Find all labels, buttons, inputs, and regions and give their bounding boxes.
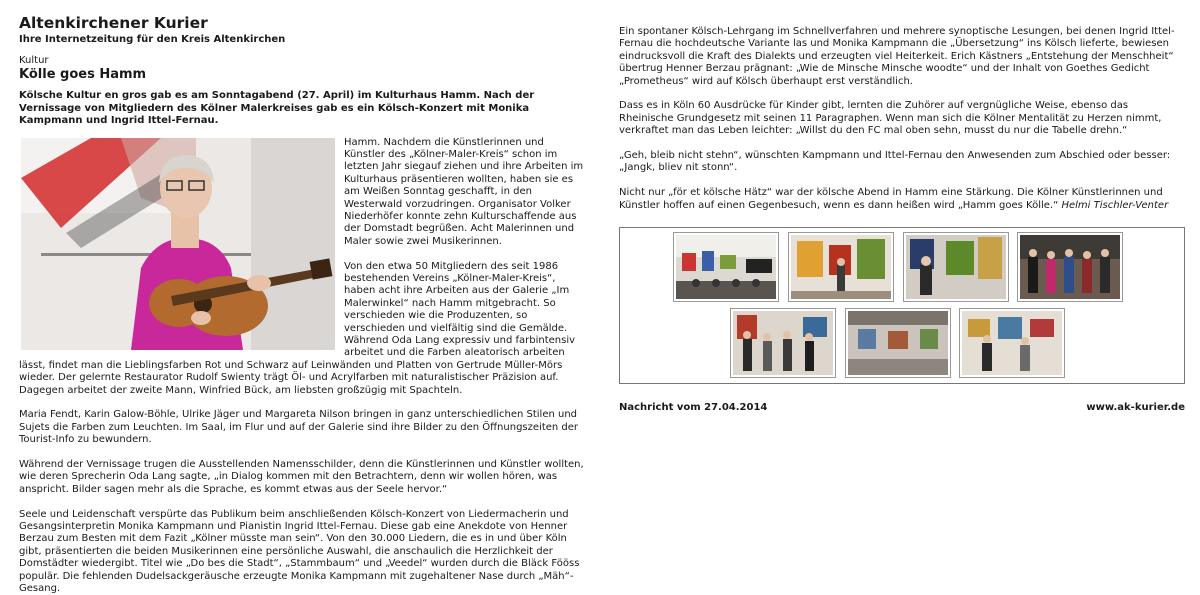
gallery-image	[676, 235, 776, 299]
article-paragraph: Seele und Leidenschaft verspürte das Publikum beim anschließenden Kölsch-Konzert von Liedermacherin und Gesangsinterpretin Monika Kampmann und Pianistin Ingrid Ittel-Fernau. Diese gab eine Anekdote von Henner Berzau zum Besten mit dem Fazit „Kölner müsste man sein“. Von den 30.000 Liedern, die es in und über Köln gibt, präsentierten die beiden Musikerinnen eine persönliche Auswahl, die anschaulich die Herzlichkeit der Domstädter wiedergibt. Titel wie „Do bes die Stadt“, „Stammbaum“ und „Veedel“ wurden durch die Bläck Fööss populär. Die fehlenden Dudelsackgeräusche erzeugte Monika Kampmann mit zugehaltener Nase durch „Mäh“-Gesang.	[19, 509, 585, 595]
closing-paragraph-text: Nicht nur „för et kölsche Hätz“ war der kölsche Abend in Hamm eine Stärkung. Die Kölner Künstlerinnen und Künstler hoffen auf einen Gegenbesuch, wenn es dann heißen wird „Hamm goes Kölle.“	[619, 187, 1163, 210]
guitarist-photo-image	[21, 138, 335, 350]
article-paragraph: Maria Fendt, Karin Galow-Böhle, Ulrike Jäger und Margareta Nilson bringen in ganz unterschiedlichen Stilen und Sujets die Farben zum Leuchten. Im Saal, im Flur und auf der Galerie sind ihre Bilder zu den Öffnungszeiten der Tourist-Info zu bewundern.	[19, 409, 585, 446]
article-paragraph: Ein spontaner Kölsch-Lehrgang im Schnellverfahren und mehrere synoptische Lesungen, bei denen Ingrid Ittel-Fernau die hochdeutsche Variante las und Monika Kampmann die „Übersetzung“ ins Kölsch lieferte, bewiesen eindrucksvoll die Kraft des Dialekts und erzeugten viel Heiterkeit. Erich Kästners „Entstehung der Menschheit“ übertrug Henner Berzau prägnant: „Wie de Minsche Minsche woodte“ und der Inhalt von Goethes Gedicht „Prometheus“ wird auf Kölsch überhaupt erst verständlich.	[619, 26, 1185, 88]
article-photo-singer-with-guitar	[21, 138, 335, 350]
publish-date: Nachricht vom 27.04.2014	[619, 402, 767, 413]
gallery-thumbnail-group-at-vernissage[interactable]	[1017, 232, 1123, 302]
article-body	[19, 137, 585, 595]
gallery-thumbnail-gallery-room[interactable]	[845, 308, 951, 378]
gallery-image	[906, 235, 1006, 299]
article-category: Kultur	[19, 55, 585, 67]
article-lead: Kölsche Kultur en gros gab es am Sonntagabend (27. April) im Kulturhaus Hamm. Nach der Vernissage von Mitgliedern des Kölner Malerkreises gab es ein Kölsch-Konzert mit Monika Kampmann und Ingrid Ittel-Fernau.	[19, 90, 585, 128]
article-paragraph: Während der Vernissage trugen die Ausstellenden Namensschilder, denn die Künstlerinnen und Künstler wollten, wie deren Sprecherin Oda Lang sagte, „in Dialog kommen mit den Betrachtern, denn wir wollen hören, was anspricht. Bilder sagen mehr als die Sprache, es kommt etwas aus der Seele hervor.“	[19, 459, 585, 496]
article-paragraph: Hamm. Nachdem die Künstlerinnen und Künstler des „Kölner-Maler-Kreis“ schon im letzten Jahr siegauf ziehen und ihre Arbeiten im Kulturhaus präsentieren wollten, haben sie es am Weißen Sonntag geschafft, in den Westerwald vorzudringen. Organisator Volker Niederhöfer konnte zehn Kulturschaffende aus der Domstadt begrüßen. Acht Malerinnen und Maler sowie zwei Musikerinnen.	[19, 137, 585, 249]
gallery-image	[848, 311, 948, 375]
gallery-thumbnail-artist-with-paintings[interactable]	[903, 232, 1009, 302]
gallery-image	[733, 311, 833, 375]
article-headline: Kölle goes Hamm	[19, 67, 585, 83]
site-title: Altenkirchener Kurier	[19, 14, 585, 32]
gallery-thumbnail-concert-hall[interactable]	[673, 232, 779, 302]
article-footer	[619, 402, 1185, 413]
article-author: Helmi Tischler-Venter	[1061, 200, 1168, 211]
site-subtitle: Ihre Internetzeitung für den Kreis Altenkirchen	[19, 33, 585, 46]
gallery-image	[1020, 235, 1120, 299]
photo-gallery	[619, 227, 1185, 384]
left-column	[19, 14, 585, 595]
article-paragraph	[619, 187, 1185, 212]
gallery-image	[962, 311, 1062, 375]
article-paragraph: Dass es in Köln 60 Ausdrücke für Kinder gibt, lernten die Zuhörer auf vergnügliche Weise, ebenso das Rheinische Grundgesetz mit seinen 11 Paragraphen. Wenn man sich die Kölner Mentalität zu Herzen nimmt, verkraftet man das Leben leichter: „Willst du den FC mal oben sehn, musst du nur die Tabelle drehn.“	[619, 100, 1185, 137]
gallery-thumbnail-paintings-wall[interactable]	[788, 232, 894, 302]
right-column	[619, 26, 1185, 413]
website-link[interactable]: www.ak-kurier.de	[1086, 402, 1185, 413]
article-paragraph: Von den etwa 50 Mitgliedern des seit 1986 bestehenden Vereins „Kölner-Maler-Kreis“, haben acht ihre Arbeiten aus der Galerie „Im Malerwinkel“ nach Hamm mitgebracht. So verschieden wie die Produzenten, so verschieden und vielfältig sind die Gemälde. Während Oda Lang expressiv und farbintensiv arbeitet und die Farben aleatorisch arbeiten lässt, findet man die Lieblingsfarben Rot und Schwarz auf Leinwänden und Platten von Gertrude Müller-Mörs wieder. Der gelernte Restaurator Rudolf Swienty trägt Öl- und Acrylfarben mit naturalistischer Präzision auf. Dagegen arbeitet der zweite Mann, Winfried Bück, am liebsten großzügig mit Spachteln.	[19, 261, 585, 397]
gallery-thumbnail-visitors-viewing-art[interactable]	[959, 308, 1065, 378]
article-paragraph: „Geh, bleib nicht stehn“, wünschten Kampmann und Ittel-Fernau den Anwesenden zum Abschied oder besser: „Jangk, bliev nit stonn“.	[619, 150, 1185, 175]
gallery-image	[791, 235, 891, 299]
gallery-thumbnail-guests-in-hall[interactable]	[730, 308, 836, 378]
